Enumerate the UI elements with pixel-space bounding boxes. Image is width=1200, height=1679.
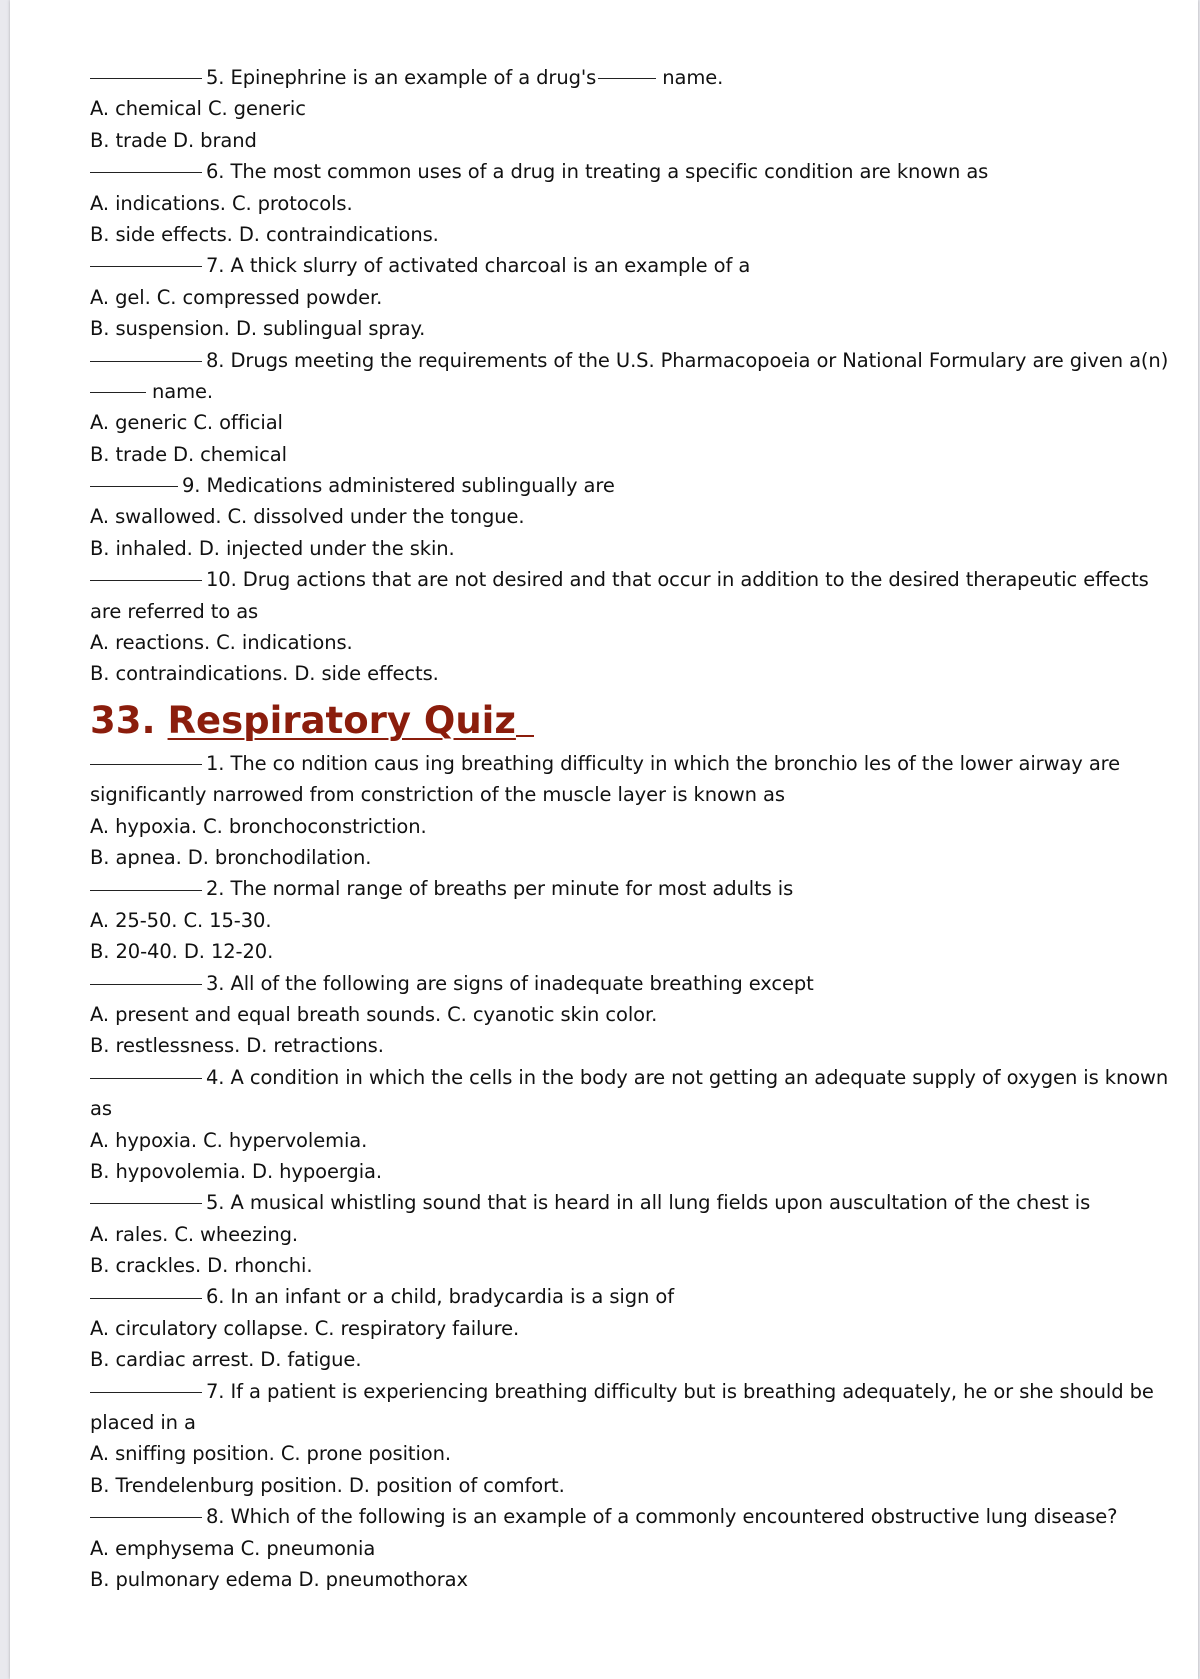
- resp-question-5-options-a: A. rales. C. wheezing.: [90, 1222, 299, 1246]
- question-text: 8. Drugs meeting the requirements of the U.S. Pharmacopoeia or National Formulary are given a(n): [206, 348, 1169, 372]
- question-9-options-a: A. swallowed. C. dissolved under the tongue.: [90, 505, 525, 529]
- resp-question-6-options-b: B. cardiac arrest. D. fatigue.: [90, 1348, 362, 1372]
- question-text: 6. The most common uses of a drug in treating a specific condition are known as: [206, 160, 989, 184]
- question-text-end: name.: [152, 379, 213, 403]
- question-9-options-b: B. inhaled. D. injected under the skin.: [90, 536, 455, 560]
- answer-blank[interactable]: [90, 1297, 202, 1299]
- resp-question-1-options-a: A. hypoxia. C. bronchoconstriction.: [90, 814, 427, 838]
- answer-blank[interactable]: [90, 1202, 202, 1204]
- resp-question-8-stem: [90, 1501, 1150, 1532]
- resp-question-1-continuation: significantly narrowed from constriction of the muscle layer is known as: [90, 783, 785, 807]
- question-text: 8. Which of the following is an example of a commonly encountered obstructive lung disease?: [206, 1505, 1118, 1529]
- resp-question-7-stem: [90, 1376, 1154, 1407]
- question-text: 4. A condition in which the cells in the body are not getting an adequate supply of oxygen is known: [206, 1065, 1169, 1089]
- resp-question-3-stem: [90, 968, 1150, 999]
- question-8-options-a: A. generic C. official: [90, 411, 283, 435]
- resp-question-5-options-b: B. crackles. D. rhonchi.: [90, 1254, 313, 1278]
- section-heading: [90, 698, 1150, 746]
- answer-blank[interactable]: [90, 77, 202, 79]
- question-10-continuation: are referred to as: [90, 599, 259, 623]
- question-10-options-a: A. reactions. C. indications.: [90, 631, 353, 655]
- question-text: 9. Medications administered sublingually are: [182, 474, 615, 498]
- question-6-options-b: B. side effects. D. contraindications.: [90, 222, 439, 246]
- question-6-options-a: A. indications. C. protocols.: [90, 191, 353, 215]
- resp-question-7-options-a: A. sniffing position. C. prone position.: [90, 1442, 451, 1466]
- question-7-stem: [90, 250, 1150, 281]
- question-text: 7. If a patient is experiencing breathing difficulty but is breathing adequately, he or she should be: [206, 1379, 1154, 1403]
- resp-question-6-options-a: A. circulatory collapse. C. respiratory failure.: [90, 1316, 520, 1340]
- question-7-options-a: A. gel. C. compressed powder.: [90, 285, 383, 309]
- resp-question-4-stem: [90, 1062, 1169, 1093]
- quiz-sheet: [90, 62, 1169, 1595]
- question-8-options-b: B. trade D. chemical: [90, 442, 287, 466]
- question-9-stem: [90, 470, 1150, 501]
- resp-question-2-options-b: B. 20-40. D. 12-20.: [90, 940, 274, 964]
- resp-question-3-options-b: B. restlessness. D. retractions.: [90, 1034, 384, 1058]
- answer-blank[interactable]: [90, 485, 178, 487]
- resp-question-4-options-b: B. hypovolemia. D. hypoergia.: [90, 1159, 382, 1183]
- question-5-stem: [90, 62, 1150, 93]
- resp-question-3-options-a: A. present and equal breath sounds. C. cyanotic skin color.: [90, 1002, 658, 1026]
- question-10-options-b: B. contraindications. D. side effects.: [90, 662, 439, 686]
- answer-blank[interactable]: [90, 1516, 202, 1518]
- question-text-end: name.: [662, 66, 724, 89]
- resp-question-2-options-a: A. 25-50. C. 15-30.: [90, 908, 272, 932]
- section-title: Respiratory Quiz: [167, 698, 516, 742]
- question-7-options-b: B. suspension. D. sublingual spray.: [90, 317, 426, 341]
- question-8-stem: [90, 345, 1169, 376]
- question-text: 2. The normal range of breaths per minute for most adults is: [206, 877, 794, 901]
- answer-blank[interactable]: [90, 360, 202, 362]
- resp-question-6-stem: [90, 1281, 1150, 1312]
- question-5-options-a: A. chemical C. generic: [90, 97, 306, 121]
- question-text: 5. A musical whistling sound that is heard in all lung fields upon auscultation of the chest is: [206, 1191, 1091, 1215]
- question-5-options-b: B. trade D. brand: [90, 128, 257, 152]
- inline-blank[interactable]: [598, 77, 656, 79]
- question-text: 7. A thick slurry of activated charcoal is an example of a: [206, 254, 751, 278]
- question-text: 5. Epinephrine is an example of a drug's: [206, 66, 597, 89]
- answer-blank[interactable]: [90, 763, 202, 765]
- resp-question-7-continuation: placed in a: [90, 1411, 196, 1435]
- resp-question-4-options-a: A. hypoxia. C. hypervolemia.: [90, 1128, 368, 1152]
- section-number: 33.: [90, 698, 156, 742]
- question-text: 1. The co ndition caus ing breathing difficulty in which the bronchio les of the lower airway are: [206, 751, 1121, 775]
- answer-blank[interactable]: [90, 1391, 202, 1393]
- question-text: 10. Drug actions that are not desired and that occur in addition to the desired therapeutic effects: [206, 568, 1149, 592]
- answer-blank[interactable]: [90, 983, 202, 985]
- resp-question-8-options-a: A. emphysema C. pneumonia: [90, 1536, 376, 1560]
- title-underline: [516, 734, 534, 737]
- question-8-continuation: [90, 376, 1150, 407]
- answer-blank[interactable]: [90, 171, 202, 173]
- inline-blank[interactable]: [90, 391, 146, 393]
- resp-question-1-options-b: B. apnea. D. bronchodilation.: [90, 845, 372, 869]
- question-10-stem: [90, 564, 1150, 595]
- document-page: [10, 0, 1198, 1679]
- answer-blank[interactable]: [90, 579, 202, 581]
- resp-question-5-stem: [90, 1187, 1150, 1218]
- resp-question-7-options-b: B. Trendelenburg position. D. position of comfort.: [90, 1473, 565, 1497]
- question-6-stem: [90, 156, 1150, 187]
- answer-blank[interactable]: [90, 889, 202, 891]
- resp-question-1-stem: [90, 748, 1150, 779]
- question-text: 3. All of the following are signs of inadequate breathing except: [206, 971, 814, 995]
- answer-blank[interactable]: [90, 265, 202, 267]
- question-text: 6. In an infant or a child, bradycardia is a sign of: [206, 1285, 674, 1309]
- resp-question-4-continuation: as: [90, 1097, 112, 1121]
- resp-question-8-options-b: B. pulmonary edema D. pneumothorax: [90, 1567, 468, 1591]
- resp-question-2-stem: [90, 873, 1150, 904]
- answer-blank[interactable]: [90, 1077, 202, 1079]
